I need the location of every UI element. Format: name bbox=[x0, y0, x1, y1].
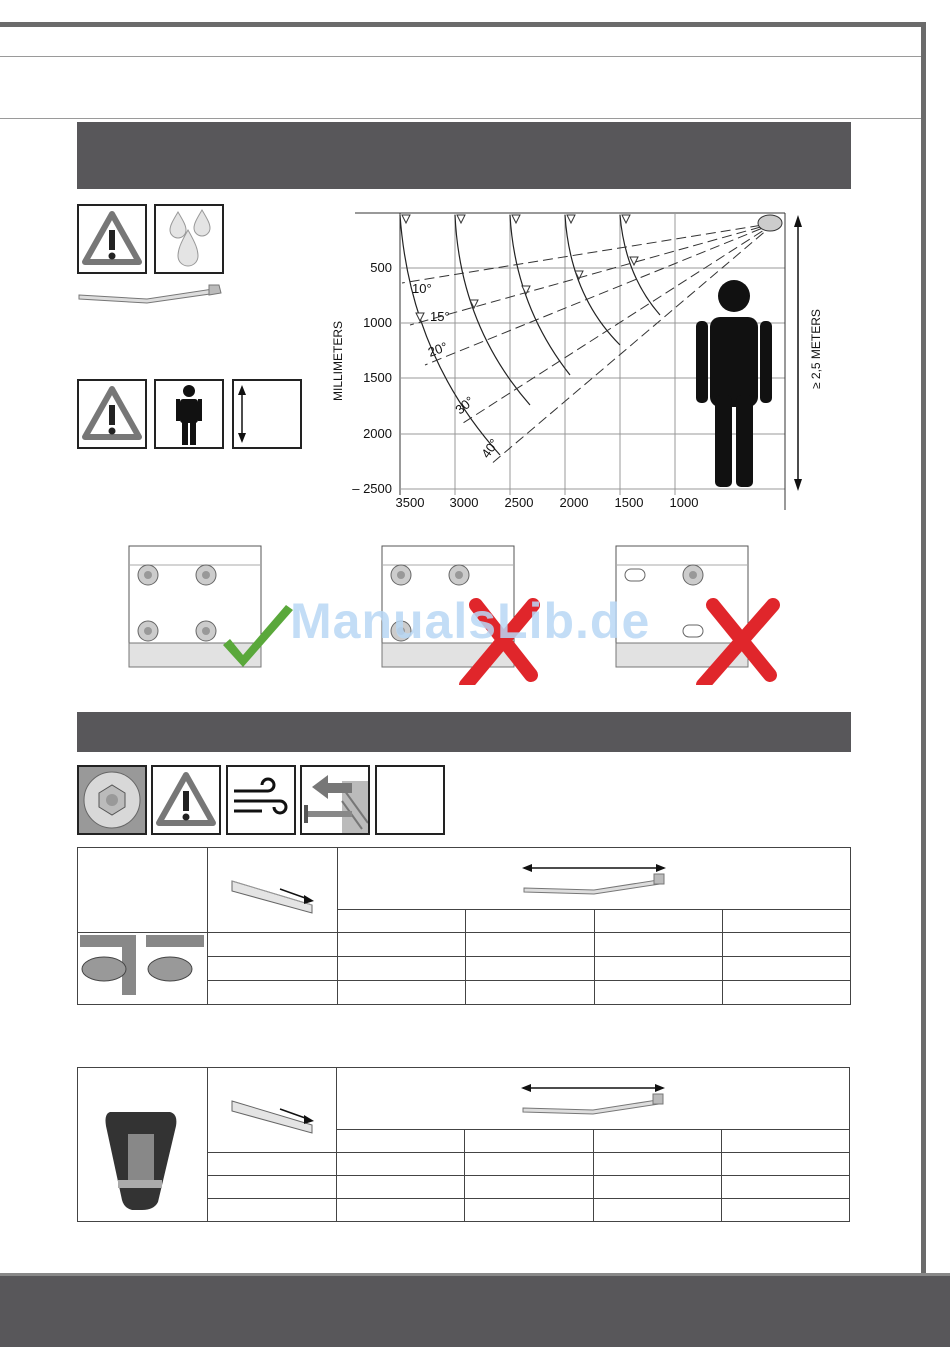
header-divider bbox=[0, 56, 921, 57]
header-divider-2 bbox=[0, 118, 921, 119]
arm-extension-header bbox=[338, 848, 851, 910]
x-tick-label: 1500 bbox=[614, 495, 644, 510]
blank-icon bbox=[375, 765, 445, 835]
wall-anchor-icon bbox=[300, 765, 370, 835]
arm-profile-cell-2 bbox=[207, 1068, 337, 1153]
y-tick-label: – 2500 bbox=[352, 481, 392, 496]
angle-label: 10° bbox=[412, 281, 432, 296]
warning-icon bbox=[151, 765, 221, 835]
page-footer-band bbox=[0, 1273, 950, 1347]
spec-table-2 bbox=[77, 1067, 850, 1222]
spec-table-1 bbox=[77, 847, 851, 1005]
rain-drops-icon bbox=[154, 204, 224, 274]
vertical-arrow-icon bbox=[232, 379, 302, 449]
warning-icon bbox=[77, 379, 147, 449]
x-tick-label: 3000 bbox=[449, 495, 479, 510]
awning-arm-icon bbox=[77, 281, 225, 305]
x-tick-label: 2500 bbox=[504, 495, 534, 510]
arm-profile-cell bbox=[208, 848, 338, 933]
watermark: ManualsLib.de bbox=[290, 593, 651, 649]
angle-label: 40° bbox=[478, 436, 502, 461]
x-tick-label: 2000 bbox=[559, 495, 589, 510]
section-header-band-2 bbox=[77, 712, 851, 752]
page-frame-top bbox=[0, 22, 926, 27]
person-icon bbox=[154, 379, 224, 449]
height-label: ≥ 2,5 METERS bbox=[809, 309, 823, 389]
bolt-washer-icon bbox=[77, 765, 147, 835]
x-tick-label: 3500 bbox=[395, 495, 425, 510]
section-header-band bbox=[77, 122, 851, 189]
y-tick-label: 1000 bbox=[363, 315, 392, 330]
warning-icon bbox=[77, 204, 147, 274]
bracket-images-cell bbox=[78, 933, 208, 1005]
installation-height-diagram bbox=[330, 205, 830, 515]
x-tick-labels bbox=[396, 495, 699, 510]
bracket-correct-image bbox=[128, 545, 262, 673]
wall-bracket-cell bbox=[78, 1068, 208, 1222]
angle-label: 30° bbox=[452, 393, 477, 418]
x-tick-label: 1000 bbox=[669, 495, 699, 510]
page-frame-right bbox=[921, 22, 926, 1278]
arm-extension-header-2 bbox=[337, 1068, 850, 1130]
y-tick-labels bbox=[352, 260, 392, 496]
y-tick-label: 1500 bbox=[363, 370, 392, 385]
y-tick-label: 2000 bbox=[363, 426, 392, 441]
y-tick-label: 500 bbox=[370, 260, 392, 275]
wind-icon bbox=[226, 765, 296, 835]
y-axis-label: MILLIMETERS bbox=[331, 320, 345, 401]
angle-label: 15° bbox=[430, 309, 450, 324]
angle-label: 20° bbox=[425, 338, 450, 360]
